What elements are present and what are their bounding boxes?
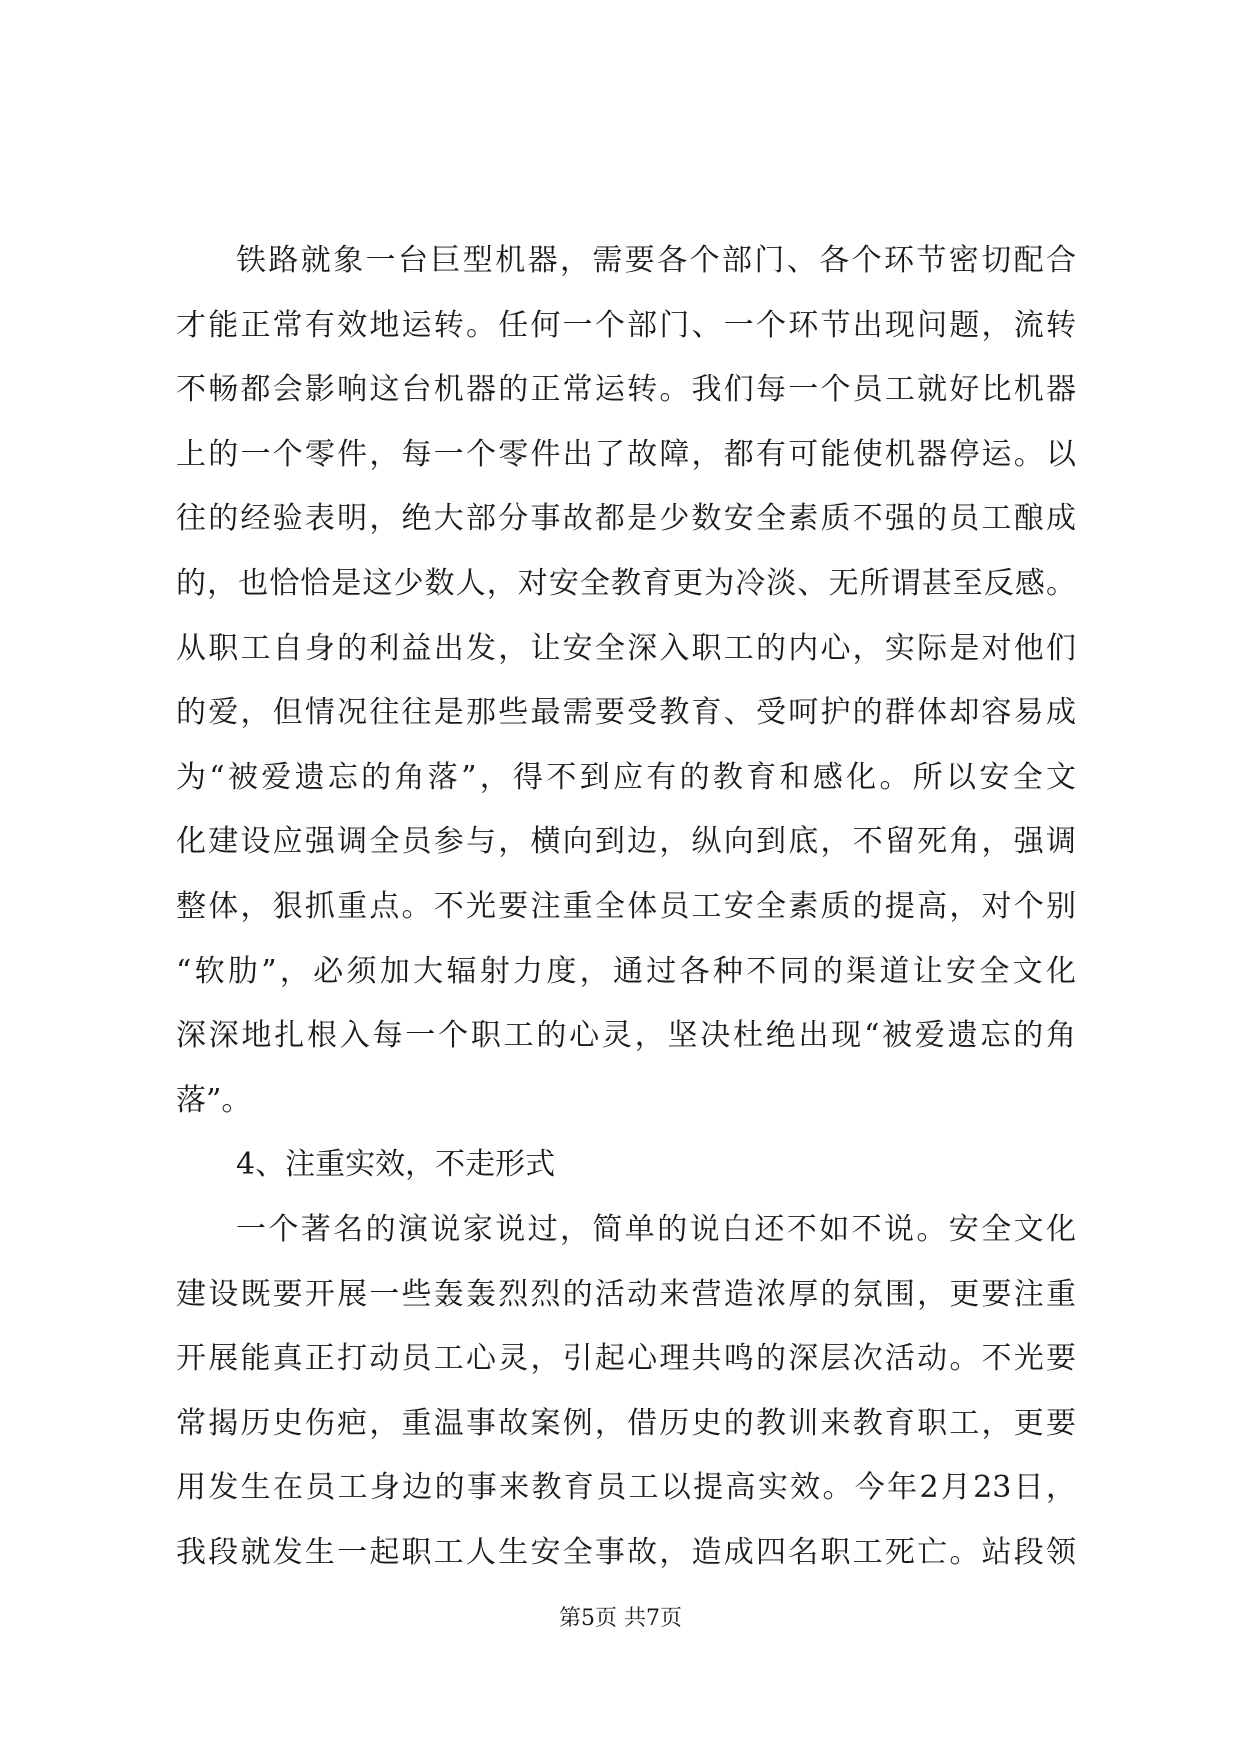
paragraph-line: 铁路就象一台巨型机器，需要各个部门、各个环节密切配合 — [236, 243, 1076, 278]
paragraph-line: 用发生在员工身边的事来教育员工以提高实效。今年2月23日， — [176, 1470, 1076, 1506]
paragraph-line: 我段就发生一起职工人生安全事故，造成四名职工死亡。站段领 — [176, 1534, 1076, 1570]
paragraph-line: 化建设应强调全员参与，横向到边，纵向到底，不留死角，强调 — [176, 824, 1076, 860]
paragraph-line: 上的一个零件，每一个零件出了故障，都有可能使机器停运。以 — [176, 436, 1076, 472]
paragraph-line: 常揭历史伤疤，重温事故案例，借历史的教训来教育职工，更要 — [176, 1405, 1076, 1441]
paragraph-line: “软肋”，必须加大辐射力度，通过各种不同的渠道让安全文化 — [176, 953, 1076, 989]
paragraph-line: 的，也恰恰是这少数人，对安全教育更为冷淡、无所谓甚至反感。 — [176, 565, 1076, 601]
paragraph-line: 的爱，但情况往往是那些最需要受教育、受呵护的群体却容易成 — [176, 695, 1076, 731]
paragraph-line: 往的经验表明，绝大部分事故都是少数安全素质不强的员工酿成 — [176, 501, 1076, 537]
paragraph-line: 落”。 — [176, 1082, 252, 1118]
paragraph-line: 从职工自身的利益出发，让安全深入职工的内心，实际是对他们 — [176, 630, 1076, 666]
page-number-footer: 第5页 共7页 — [559, 1606, 682, 1631]
document-body — [176, 229, 1076, 1585]
paragraph-line: 建设既要开展一些轰轰烈烈的活动来营造浓厚的氛围，更要注重 — [176, 1276, 1076, 1312]
paragraph-line: 深深地扎根入每一个职工的心灵，坚决杜绝出现“被爱遗忘的角 — [176, 1018, 1076, 1054]
section-heading: 4、注重实效，不走形式 — [236, 1147, 556, 1183]
paragraph-line: 为“被爱遗忘的角落”，得不到应有的教育和感化。所以安全文 — [176, 759, 1076, 795]
paragraph-line: 不畅都会影响这台机器的正常运转。我们每一个员工就好比机器 — [176, 372, 1076, 408]
paragraph-line: 才能正常有效地运转。任何一个部门、一个环节出现问题，流转 — [176, 307, 1076, 343]
paragraph-line: 一个著名的演说家说过，简单的说白还不如不说。安全文化 — [236, 1211, 1076, 1247]
paragraph-line: 开展能真正打动员工心灵，引起心理共鸣的深层次活动。不光要 — [176, 1341, 1076, 1377]
paragraph-line: 整体，狠抓重点。不光要注重全体员工安全素质的提高，对个别 — [176, 888, 1076, 924]
